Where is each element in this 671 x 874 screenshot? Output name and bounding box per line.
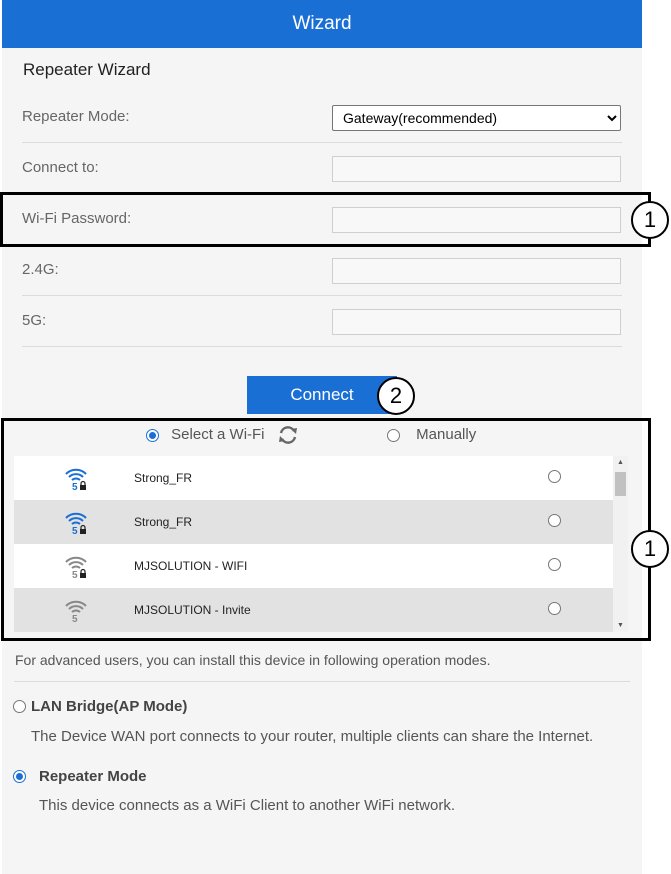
list-item[interactable] xyxy=(14,588,613,632)
manual-radio[interactable] xyxy=(387,429,400,442)
manual-label: Manually xyxy=(416,426,477,443)
wifi-signal-icon xyxy=(64,465,88,491)
connect-to-row xyxy=(22,143,622,194)
manual-option[interactable] xyxy=(387,425,476,445)
repeater-mode-row xyxy=(22,92,622,143)
callout-marker-1b: 1 xyxy=(631,530,669,568)
wifi-signal-icon xyxy=(64,509,88,535)
lan-bridge-desc: The Device WAN port connects to your router, multiple clients can share the Internet. xyxy=(31,728,594,745)
repeater-mode-option[interactable] xyxy=(13,768,26,786)
password-callout-box xyxy=(0,192,651,247)
connect-to-label: Connect to: xyxy=(22,159,99,176)
repeater-mode-select[interactable] xyxy=(332,105,621,131)
g5-field[interactable] xyxy=(332,309,621,335)
scroll-down-icon[interactable]: ▼ xyxy=(617,622,624,629)
select-wifi-label: Select a Wi-Fi xyxy=(171,426,265,443)
callout-marker-1: 1 xyxy=(631,201,669,239)
select-wifi-option[interactable] xyxy=(146,425,299,445)
wifi-select-radio[interactable] xyxy=(548,558,561,571)
wifi-signal-icon xyxy=(64,553,88,579)
wifi-ssid: Strong_FR xyxy=(134,471,193,485)
page-title: Wizard xyxy=(2,0,642,48)
wifi-list xyxy=(14,456,628,632)
repeater-mode-desc: This device connects as a WiFi Client to another WiFi network. xyxy=(39,797,455,814)
wifi-ssid: Strong_FR xyxy=(134,515,193,529)
lan-bridge-radio[interactable] xyxy=(13,700,26,713)
wifi-ssid: MJSOLUTION - WIFI xyxy=(134,559,248,573)
connect-to-field[interactable] xyxy=(332,156,621,182)
g24-row xyxy=(22,245,622,296)
wifi-ssid: MJSOLUTION - Invite xyxy=(134,603,251,617)
refresh-icon[interactable] xyxy=(277,425,299,445)
svg-text:5: 5 xyxy=(72,482,78,491)
wifi-list-scrollbar[interactable] xyxy=(613,456,628,632)
g24-field[interactable] xyxy=(332,258,621,284)
wifi-select-radio[interactable] xyxy=(548,602,561,615)
list-item[interactable] xyxy=(14,456,613,500)
lan-bridge-title: LAN Bridge(AP Mode) xyxy=(31,698,188,715)
select-wifi-radio[interactable] xyxy=(146,429,159,442)
callout-marker-2: 2 xyxy=(377,377,415,415)
svg-text:5: 5 xyxy=(72,614,78,623)
lan-bridge-option[interactable] xyxy=(13,698,26,716)
list-item[interactable] xyxy=(14,500,613,544)
g5-row xyxy=(22,296,622,347)
repeater-mode-title: Repeater Mode xyxy=(39,768,147,785)
list-item[interactable] xyxy=(14,544,613,588)
wifi-select-radio[interactable] xyxy=(548,470,561,483)
advanced-intro: For advanced users, you can install this device in following operation modes. xyxy=(15,652,491,668)
connect-button[interactable]: Connect xyxy=(247,376,397,414)
svg-text:5: 5 xyxy=(72,570,78,579)
divider xyxy=(14,681,630,682)
repeater-mode-label: Repeater Mode: xyxy=(22,108,130,125)
section-title: Repeater Wizard xyxy=(23,60,151,79)
scroll-thumb[interactable] xyxy=(615,472,626,496)
svg-text:5: 5 xyxy=(72,526,78,535)
scroll-up-icon[interactable]: ▲ xyxy=(617,459,624,466)
wifi-select-radio[interactable] xyxy=(548,514,561,527)
repeater-mode-radio[interactable] xyxy=(13,770,26,783)
g5-label: 5G: xyxy=(22,312,47,329)
password-label: Wi-Fi Password: xyxy=(22,210,132,227)
g24-label: 2.4G: xyxy=(22,261,59,278)
wifi-signal-icon xyxy=(64,597,88,623)
